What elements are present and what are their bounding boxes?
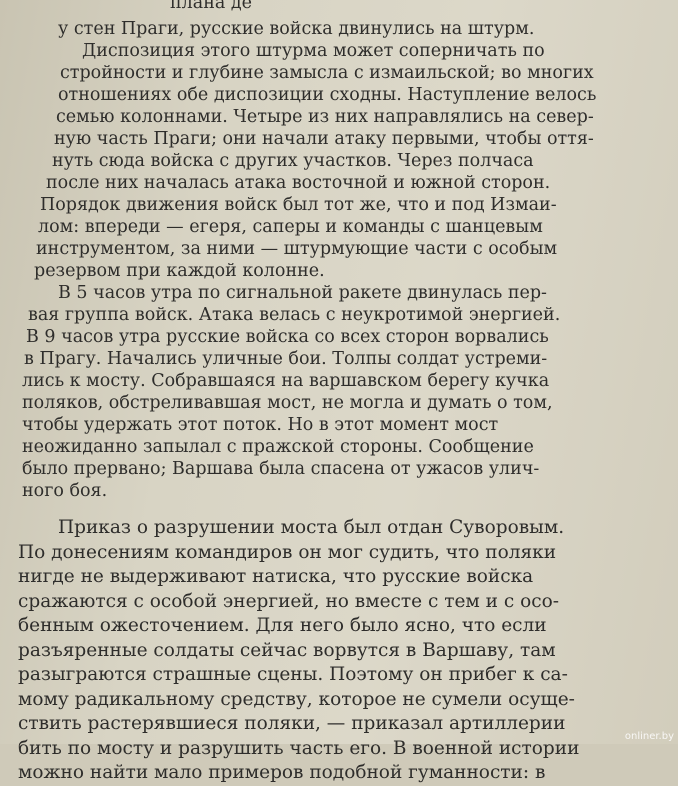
text-line: вая группа войск. Атака велась с неукротимой энергией.	[28, 305, 561, 325]
text-line: инструментом, за ними — штурмующие части с особым	[36, 239, 558, 259]
text-line: ную часть Праги; они начали атаку первыми, чтобы оття-	[54, 129, 594, 149]
text-line: лись к мосту. Собравшаяся на варшавском берегу кучка	[22, 371, 550, 391]
text-line: чтобы удержать этот поток. Но в этот момент мост	[22, 415, 499, 435]
text-line: лом: впереди — егеря, саперы и команды с шанцевым	[38, 217, 543, 237]
text-line: Диспозиция этого штурма может соперничать по	[82, 41, 545, 61]
text-line: сражаются с особой энергией, но вместе с тем и с осо-	[18, 590, 560, 612]
text-line: стройности и глубине замысла с измаильской; во многих	[60, 63, 594, 83]
text-line: По донесениям командиров он мог судить, что поляки	[18, 541, 557, 563]
text-line: Приказ о разрушении моста был отдан Суворовым.	[58, 517, 565, 538]
text-line: семью колоннами. Четыре из них направлялись на север-	[56, 107, 594, 127]
text-line: у стен Праги, русские войска двинулись на штурм.	[58, 19, 535, 39]
text-line: бенным ожесточением. Для него было ясно, что если	[18, 615, 547, 636]
text-line: неожиданно запылал с пражской стороны. Сообщение	[22, 437, 534, 457]
text-line: ного боя.	[22, 481, 108, 501]
text-line: В 5 часов утра по сигнальной ракете двинулась пер-	[58, 283, 547, 303]
text-line: разъяренные солдаты сейчас ворвутся в Варшаву, там	[18, 639, 556, 661]
text-line: после них началась атака восточной и южной сторон.	[46, 173, 551, 193]
text-line: бить по мосту и разрушить часть его. В военной истории	[18, 737, 580, 759]
bottom-text-section	[0, 516, 678, 786]
text-line: нигде не выдерживают натиска, что русские войска	[18, 566, 534, 587]
text-line: можно найти мало примеров подобной гуманности: в	[18, 762, 546, 783]
text-line: поляков, обстреливавшая мост, не могла и думать о том,	[22, 393, 553, 413]
text-line: было прервано; Варшава была спасена от ужасов улич-	[22, 459, 540, 479]
text-line: Порядок движения войск был тот же, что и под Измаи-	[40, 195, 557, 215]
text-line: нуть сюда войска с других участков. Через полчаса	[52, 151, 534, 171]
text-line: в Прагу. Начались уличные бои. Толпы солдат устреми-	[24, 349, 548, 369]
text-line: резервом при каждой колонне.	[34, 261, 325, 281]
text-line: ствить растерявшиеся поляки, — приказал артиллерии	[18, 713, 566, 734]
text-line: отношениях обе диспозиции сходны. Наступление велось	[58, 85, 597, 105]
text-line: плана де	[170, 0, 253, 13]
text-line: мому радикальному средству, которое не сумели осуще-	[18, 688, 575, 710]
text-line: разыграются страшные сцены. Поэтому он прибег к са-	[18, 664, 568, 685]
watermark-text: onliner.by	[624, 731, 674, 742]
text-line: В 9 часов утра русские войска со всех сторон ворвались	[26, 327, 549, 347]
